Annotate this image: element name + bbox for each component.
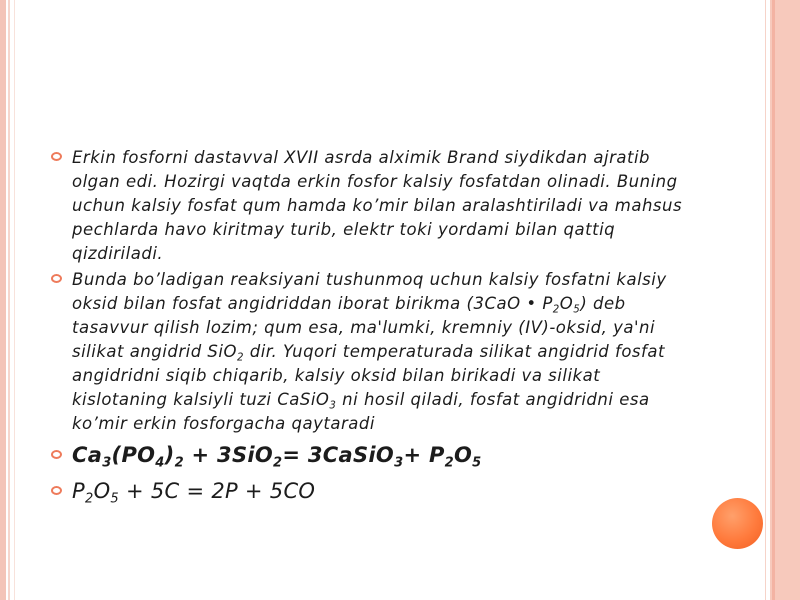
bullet-icon (51, 152, 62, 161)
subscript: 2 (84, 491, 94, 507)
formula-part: ) (164, 443, 175, 467)
right-frame-line (765, 0, 766, 600)
bullet-paragraph-1 (48, 146, 688, 266)
left-frame-bar (0, 0, 6, 600)
formula-part: + 3SiO (183, 443, 274, 467)
subscript: 5 (110, 491, 119, 507)
formula-part: + P (403, 443, 445, 467)
text-segment: ni hosil qiladi, fosfat angidridni esa ko’mir erkin fosforgacha qaytaradi (72, 390, 650, 433)
formula-part: Ca (72, 443, 103, 467)
subscript: 2 (444, 455, 454, 471)
left-frame-line (14, 0, 15, 600)
subscript: 5 (472, 455, 482, 471)
left-frame-stripe (8, 0, 10, 600)
formula-part: O (454, 443, 473, 467)
formula-part: (PO (111, 443, 156, 467)
equation-2-text (72, 479, 316, 507)
paragraph-2-text (72, 270, 667, 433)
bullet-icon (51, 450, 62, 459)
slide-content (48, 146, 688, 506)
subscript: 3 (102, 455, 112, 471)
text-segment: ) deb tasavvur qilish lozim; qum esa, ma'lumki, kremniy (IV)-oksid, ya'ni silikat angidrid SiO (72, 294, 656, 361)
subscript: 5 (573, 304, 581, 316)
equation-1-text (72, 443, 482, 471)
text-segment: dir. Yuqori temperaturada silikat angidrid fosfat angidridni siqib chiqarib, kalsiy oksid bilan birikadi va silikat kislotaning kalsiyli tuzi CaSiO (72, 342, 665, 409)
text-segment: Bunda bo’ladigan reaksiyani tushunmoq uchun kalsiy fosfatni kalsiy oksid bilan fosfat angidriddan iborat birikma (3CaO • P (72, 270, 667, 313)
formula-part: = 3CaSiO (282, 443, 395, 467)
subscript: 3 (329, 400, 337, 412)
text-segment: O (559, 294, 574, 313)
subscript: 2 (552, 304, 560, 316)
formula-part: O (93, 479, 111, 503)
subscript: 4 (155, 455, 165, 471)
right-frame-stripe (772, 0, 775, 600)
equation-2 (48, 476, 688, 506)
bullet-paragraph-2 (48, 268, 688, 436)
subscript: 2 (273, 455, 283, 471)
subscript: 2 (236, 352, 244, 364)
formula-part: P (72, 479, 85, 503)
bullet-icon (51, 486, 62, 495)
subscript: 3 (394, 455, 404, 471)
paragraph-1-text: Erkin fosforni dastavval XVII asrda alximik Brand siydikdan ajratib olgan edi. Hozirgi vaqtda erkin fosfor kalsiy fosfatdan olinadi. Buning uchun kalsiy fosfat qum hamda ko’mir bilan aralashtiriladi va mahsus pechlarda havo kiritmay turib, elektr toki yordami bilan qattiq qizdiriladi. (72, 148, 683, 263)
subscript: 2 (174, 455, 184, 471)
formula-part: + 5C = 2P + 5CO (119, 479, 316, 503)
bullet-icon (51, 274, 62, 283)
orange-circle-decoration (712, 498, 763, 549)
equation-1 (48, 440, 688, 470)
